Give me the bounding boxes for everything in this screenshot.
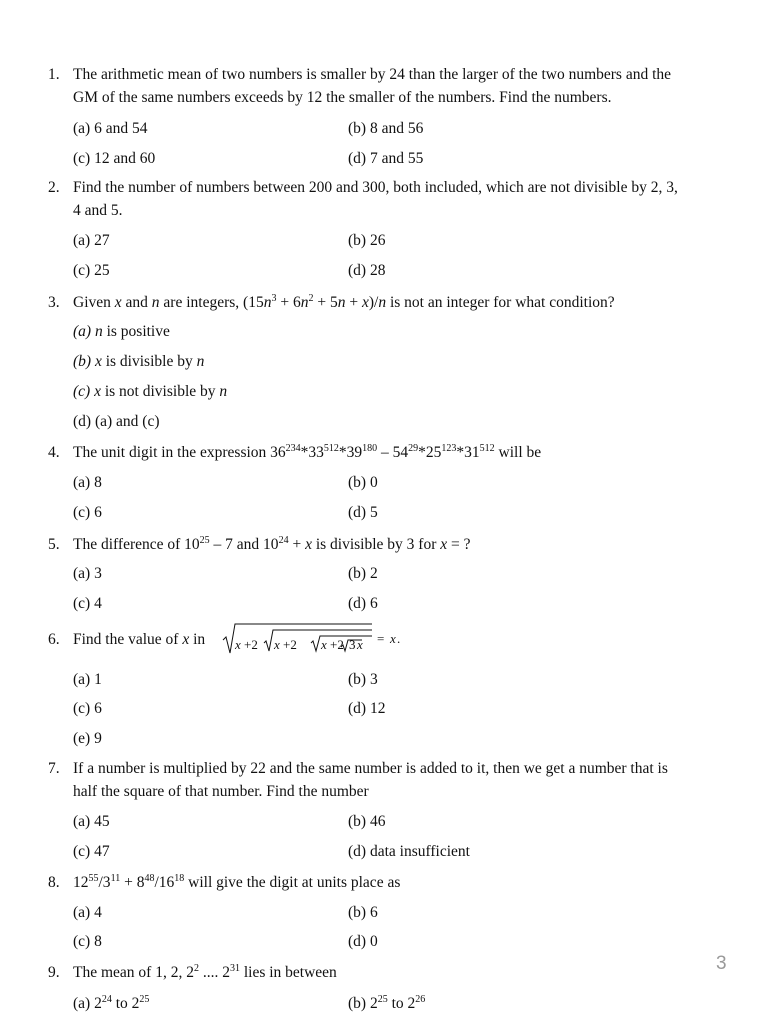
question-5 [48, 533, 728, 556]
option-d: (d) 0 [348, 933, 378, 950]
svg-text:x: x [321, 637, 327, 652]
question-9 [48, 961, 728, 984]
option-b: (b) 26 [348, 232, 386, 249]
question-number: 1. [48, 66, 60, 83]
option-c: (c) 47 [73, 843, 110, 860]
question-text: The unit digit in the expression $36^{234}*33^{512}*39^{180} - 54^{29}*25^{123}*31^{512}$ will be [73, 443, 542, 461]
option-b: (b) 6 [348, 904, 378, 921]
option-a: (a) 3 [73, 565, 102, 582]
option-d: (d) 12 [348, 700, 386, 717]
svg-text:x: x [235, 637, 241, 652]
svg-text:+2: +2 [244, 637, 258, 652]
option-a: (a) 27 [73, 232, 110, 249]
question-text-continued: GM of the same numbers exceeds by 12 the smaller of the numbers. Find the numbers. [73, 89, 612, 106]
option-d: (d) 28 [348, 262, 386, 279]
option-b: (b) x is divisible by n [73, 353, 205, 370]
question-number: 9. [48, 964, 60, 981]
question-text: If a number is multiplied by 22 and the same number is added to it, then we get a number that is [73, 760, 668, 777]
option-a: (a) n is positive [73, 323, 170, 340]
question-text: Given x and n are integers, $(15n^3 + 6n^2 + 5n + x)/n$ is not an integer for what condition? [73, 293, 615, 311]
question-number: 8. [48, 874, 60, 891]
option-a: (a) 8 [73, 474, 102, 491]
question-number: 5. [48, 536, 60, 553]
question-number: 7. [48, 760, 60, 777]
option-c: (c) x is not divisible by n [73, 383, 228, 400]
svg-text:=: = [377, 631, 385, 646]
option-e: (e) 9 [73, 730, 102, 747]
option-d: (d) 5 [348, 504, 378, 521]
question-2 [48, 176, 728, 222]
option-c: (c) 4 [73, 595, 102, 612]
option-a: (a) 45 [73, 813, 110, 830]
svg-text:3: 3 [349, 637, 356, 652]
svg-text:x: x [274, 637, 280, 652]
question-number: 2. [48, 179, 60, 196]
option-b: (b) 0 [348, 474, 378, 491]
option-c: (c) 6 [73, 700, 102, 717]
nested-radical-expression [222, 621, 412, 662]
option-a: (a) 1 [73, 671, 102, 688]
option-c: (c) 8 [73, 933, 102, 950]
question-text: Find the number of numbers between 200 and 300, both included, which are not divisible by 2, 3, [73, 179, 678, 196]
question-8 [48, 871, 728, 894]
option-a: (a) 6 and 54 [73, 120, 148, 137]
question-7 [48, 757, 728, 803]
question-number: 3. [48, 294, 60, 311]
option-d: (d) 6 [348, 595, 378, 612]
option-b: (b) 3 [348, 671, 378, 688]
option-c: (c) 25 [73, 262, 110, 279]
svg-text:+2: +2 [283, 637, 297, 652]
svg-text:x: x [390, 631, 396, 646]
option-d: (d) data insufficient [348, 843, 470, 860]
question-4 [48, 441, 728, 464]
svg-text:.: . [397, 631, 401, 646]
option-c: (c) 12 and 60 [73, 150, 156, 167]
option-d: (d) (a) and (c) [73, 413, 160, 430]
option-b: (b) 8 and 56 [348, 120, 424, 137]
page-number: 3 [716, 953, 727, 974]
option-d: (d) 7 and 55 [348, 150, 424, 167]
question-text: Find the value of x in [73, 631, 206, 648]
question-text-continued: 4 and 5. [73, 202, 123, 219]
question-number: 6. [48, 631, 60, 648]
svg-text:x: x [357, 637, 363, 652]
question-1 [48, 63, 728, 109]
question-text-continued: half the square of that number. Find the number [73, 783, 369, 800]
option-a: (a) 4 [73, 904, 102, 921]
option-b: (b) 2 [348, 565, 378, 582]
question-3 [48, 291, 728, 314]
question-text: The arithmetic mean of two numbers is smaller by 24 than the larger of the two numbers and the [73, 66, 672, 83]
question-text: The difference of $10^{25} - 7$ and $10^{24} + x$ is divisible by 3 for x = ? [73, 535, 471, 553]
question-text: The mean of 1, 2, $2^2$ .... $2^{31}$ lies in between [73, 963, 337, 981]
question-text: $12^{55}/3^{11} + 8^{48}/16^{18}$ will give the digit at units place as [73, 873, 401, 891]
option-a: (a) $2^{24}$ to $2^{25}$ [73, 994, 150, 1012]
option-c: (c) 6 [73, 504, 102, 521]
option-b: (b) $2^{25}$ to $2^{26}$ [348, 994, 426, 1012]
question-number: 4. [48, 444, 60, 461]
svg-text:+2: +2 [330, 637, 344, 652]
radical-signs [222, 621, 412, 657]
option-b: (b) 46 [348, 813, 386, 830]
